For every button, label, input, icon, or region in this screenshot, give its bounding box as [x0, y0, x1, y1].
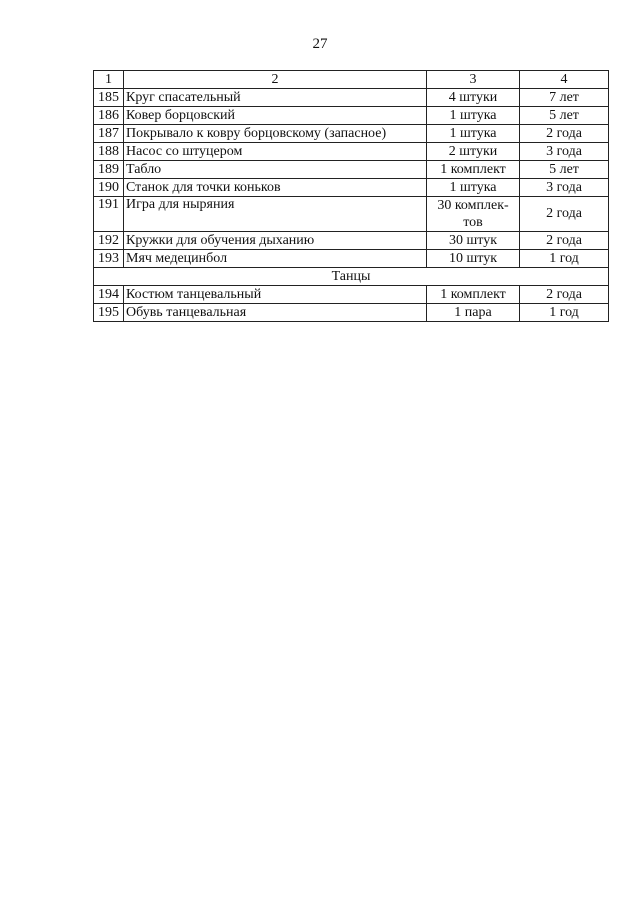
item-name: Мяч медецинбол	[124, 250, 427, 268]
item-name: Костюм танцевальный	[124, 286, 427, 304]
item-quantity: 2 штуки	[427, 143, 520, 161]
row-number: 187	[94, 125, 124, 143]
table-row	[94, 304, 609, 322]
item-name: Станок для точки коньков	[124, 179, 427, 197]
item-term: 2 года	[520, 286, 609, 304]
table-row	[94, 179, 609, 197]
column-header: 3	[427, 71, 520, 89]
item-name: Кружки для обучения дыханию	[124, 232, 427, 250]
section-header-row	[94, 268, 609, 286]
row-number: 189	[94, 161, 124, 179]
row-number: 195	[94, 304, 124, 322]
table-row	[94, 143, 609, 161]
item-name: Табло	[124, 161, 427, 179]
item-name: Игра для ныряния	[124, 197, 427, 232]
item-name: Покрывало к ковру борцовскому (запасное)	[124, 125, 427, 143]
table-row	[94, 89, 609, 107]
item-quantity: 30 штук	[427, 232, 520, 250]
item-term: 2 года	[520, 125, 609, 143]
item-quantity: 1 штука	[427, 179, 520, 197]
row-number: 188	[94, 143, 124, 161]
item-name: Круг спасательный	[124, 89, 427, 107]
table-row	[94, 197, 609, 232]
item-quantity: 1 штука	[427, 107, 520, 125]
item-quantity-text: 30 комплек-тов	[437, 198, 509, 230]
item-quantity: 1 штука	[427, 125, 520, 143]
page-number: 27	[312, 36, 328, 52]
row-number: 185	[94, 89, 124, 107]
item-term: 3 года	[520, 143, 609, 161]
table-row	[94, 250, 609, 268]
row-number: 191	[94, 197, 124, 232]
item-quantity: 4 штуки	[427, 89, 520, 107]
item-term: 3 года	[520, 179, 609, 197]
item-name: Ковер борцовский	[124, 107, 427, 125]
item-term: 7 лет	[520, 89, 609, 107]
section-title: Танцы	[94, 268, 609, 286]
row-number: 193	[94, 250, 124, 268]
column-header: 4	[520, 71, 609, 89]
table-header-row	[94, 71, 609, 89]
item-term: 2 года	[520, 197, 609, 232]
row-number: 194	[94, 286, 124, 304]
item-term: 1 год	[520, 250, 609, 268]
item-term: 5 лет	[520, 107, 609, 125]
row-number: 192	[94, 232, 124, 250]
item-quantity: 10 штук	[427, 250, 520, 268]
column-header: 1	[94, 71, 124, 89]
item-quantity: 1 пара	[427, 304, 520, 322]
item-name: Обувь танцевальная	[124, 304, 427, 322]
table-row	[94, 232, 609, 250]
row-number: 186	[94, 107, 124, 125]
table-row	[94, 107, 609, 125]
item-quantity	[427, 197, 520, 232]
item-term: 1 год	[520, 304, 609, 322]
table-row	[94, 161, 609, 179]
item-term: 5 лет	[520, 161, 609, 179]
equipment-table	[93, 70, 609, 322]
table-row	[94, 286, 609, 304]
item-name: Насос со штуцером	[124, 143, 427, 161]
column-header: 2	[124, 71, 427, 89]
item-quantity: 1 комплект	[427, 161, 520, 179]
row-number: 190	[94, 179, 124, 197]
item-quantity: 1 комплект	[427, 286, 520, 304]
item-term: 2 года	[520, 232, 609, 250]
table-row	[94, 125, 609, 143]
